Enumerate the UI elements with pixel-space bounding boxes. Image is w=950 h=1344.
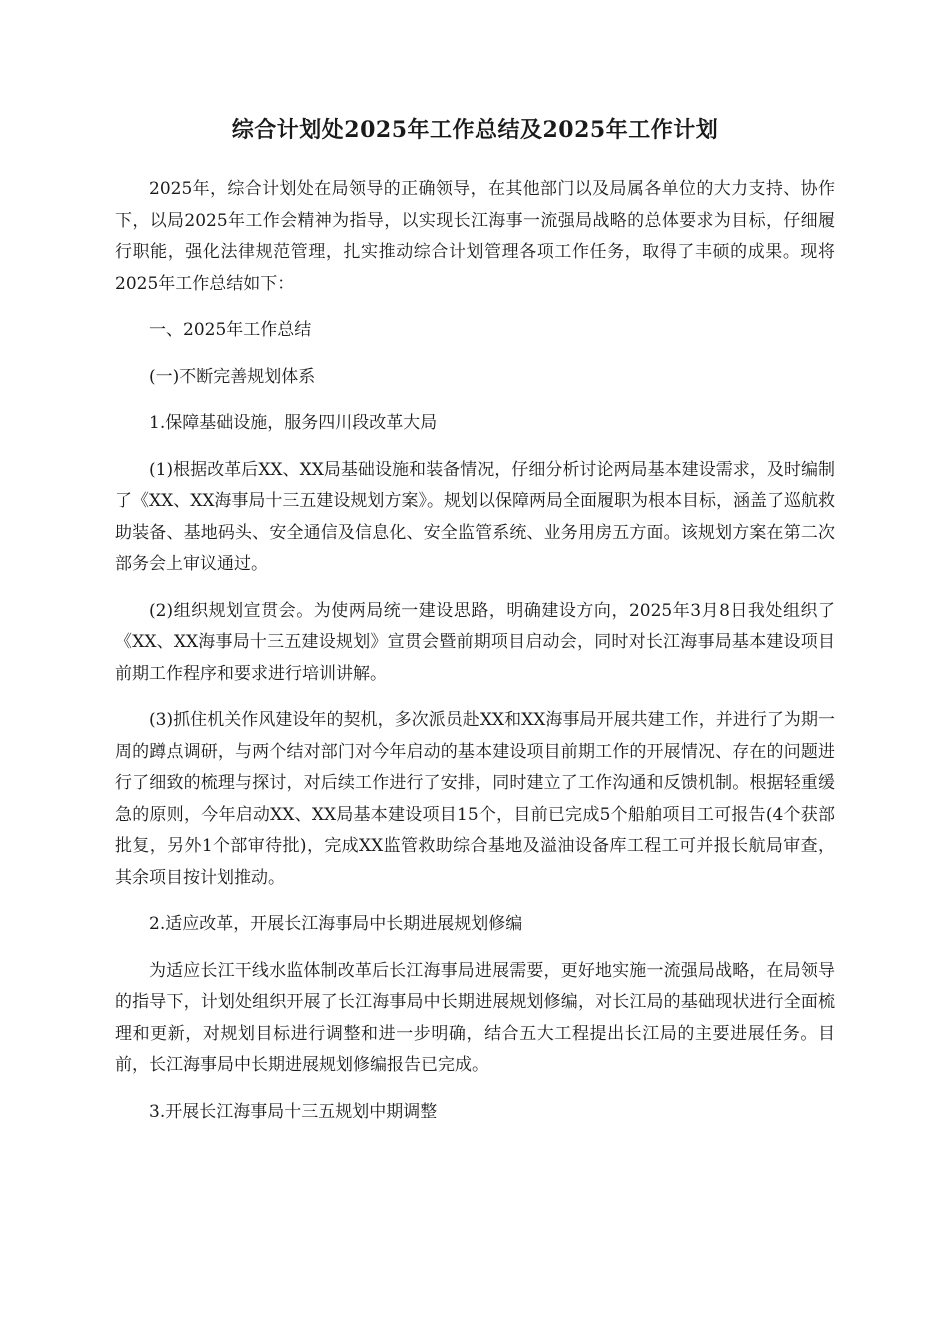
item-heading: 2.适应改革，开展长江海事局中长期进展规划修编 <box>149 914 523 934</box>
paragraph: 为适应长江干线水监体制改革后长江海事局进展需要，更好地实施一流强局战略，在局领导的指导下，计划处组织开展了长江海事局中长期进展规划修编，对长江局的基础现状进行全面梳理和更新，对规划目标进行调整和进一步明确，结合五大工程提出长江局的主要进展任务。目前，长江海事局中长期进展规划修编报告已完成。 <box>115 960 835 1075</box>
paragraph-intro: 2025年，综合计划处在局领导的正确领导，在其他部门以及局属各单位的大力支持、协作下，以局2025年工作会精神为指导，以实现长江海事一流强局战略的总体要求为目标，仔细履行职能，强化法律规范管理，扎实推动综合计划管理各项工作任务，取得了丰硕的成果。现将2025年工作总结如下： <box>115 179 835 294</box>
paragraph: (3)抓住机关作风建设年的契机，多次派员赴XX和XX海事局开展共建工作，并进行了为期一周的蹲点调研，与两个结对部门对今年启动的基本建设项目前期工作的开展情况、存在的问题进行了细致的梳理与探讨，对后续工作进行了安排，同时建立了工作沟通和反馈机制。根据轻重缓急的原则，今年启动XX、XX局基本建设项目15个，目前已完成5个船舶项目工可报告(4个获部批复，另外1个部审待批)，完成XX监管救助综合基地及溢油设备库工程工可并报长航局审查，其余项目按计划推动。 <box>115 710 835 888</box>
paragraph: (2)组织规划宣贯会。为使两局统一建设思路，明确建设方向，2025年3月8日我处组织了《XX、XX海事局十三五建设规划》宣贯会暨前期项目启动会，同时对长江海事局基本建设项目前期工作程序和要求进行培训讲解。 <box>115 600 835 684</box>
document-body <box>115 174 835 1143</box>
section-heading: 一、2025年工作总结 <box>149 320 312 340</box>
document-title: 综合计划处2025年工作总结及2025年工作计划 <box>231 117 719 143</box>
item-heading: 3.开展长江海事局十三五规划中期调整 <box>149 1101 438 1122</box>
item-heading: 1.保障基础设施，服务四川段改革大局 <box>149 413 438 433</box>
paragraph: (1)根据改革后XX、XX局基础设施和装备情况，仔细分析讨论两局基本建设需求，及时编制了《XX、XX海事局十三五建设规划方案》。规划以保障两局全面履职为根本目标，涵盖了巡航救助装备、基地码头、安全通信及信息化、安全监管系统、业务用房五方面。该规划方案在第二次部务会上审议通过。 <box>115 459 835 574</box>
subsection-heading: (一)不断完善规划体系 <box>149 366 316 387</box>
